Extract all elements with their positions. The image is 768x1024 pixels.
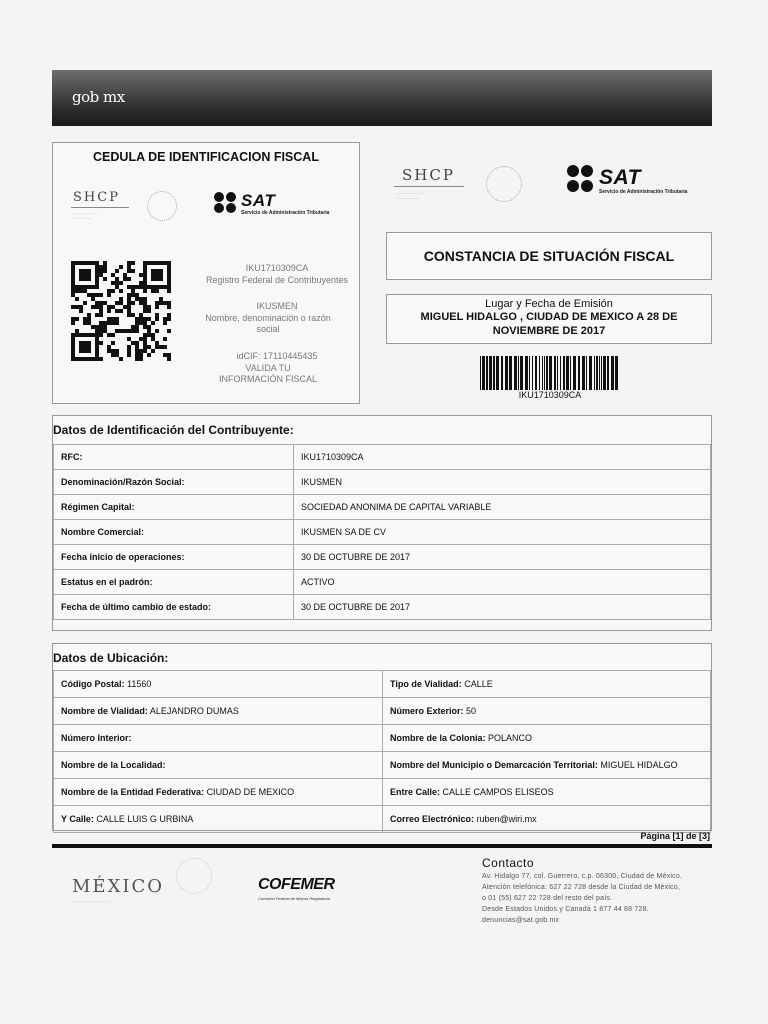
ubicacion-value: MIGUEL HIDALGO <box>600 760 678 770</box>
sat-dots-icon-right <box>566 164 596 194</box>
ubicacion-cell <box>54 725 383 752</box>
barcode <box>480 356 620 390</box>
identificacion-row <box>54 545 711 570</box>
identificacion-label: Fecha de último cambio de estado: <box>54 595 294 620</box>
ubicacion-label: Nombre de la Entidad Federativa: <box>61 787 205 797</box>
mexico-logo: MÉXICO <box>72 876 165 897</box>
identificacion-value: 30 DE OCTUBRE DE 2017 <box>294 545 711 570</box>
identificacion-value: IKU1710309CA <box>294 445 711 470</box>
constancia-title-box <box>386 232 712 280</box>
shcp-logo: SHCP <box>73 190 120 205</box>
contacto-title: Contacto <box>482 856 535 870</box>
mexico-seal-icon-footer <box>176 858 212 894</box>
ubicacion-label: Número Interior: <box>61 733 132 743</box>
ubicacion-label: Nombre de la Localidad: <box>61 760 166 770</box>
emision-box <box>386 294 712 344</box>
ubicacion-label: Nombre de la Colonia: <box>390 733 486 743</box>
identificacion-row <box>54 445 711 470</box>
identificacion-row <box>54 520 711 545</box>
ubicacion-cell <box>54 752 383 779</box>
identificacion-section <box>52 415 712 631</box>
identificacion-label: Denominación/Razón Social: <box>54 470 294 495</box>
sat-wordmark-right: SAT <box>599 166 641 189</box>
ubicacion-row <box>54 671 711 698</box>
mexico-seal-icon-right <box>486 166 522 202</box>
shcp-divider-right <box>394 186 464 187</box>
ubicacion-label: Nombre de Vialidad: <box>61 706 148 716</box>
ubicacion-table <box>53 670 711 833</box>
ubicacion-value: 50 <box>466 706 477 716</box>
mexico-seal-icon <box>147 191 177 221</box>
ubicacion-cell <box>54 806 383 833</box>
identificacion-label: Fecha inicio de operaciones: <box>54 545 294 570</box>
identificacion-value: IKUSMEN <box>294 470 711 495</box>
ubicacion-label: Y Calle: <box>61 814 94 824</box>
ubicacion-title: Datos de Ubicación: <box>53 651 169 665</box>
ubicacion-cell <box>54 779 383 806</box>
cedula-rfc: IKU1710309CA <box>245 263 309 273</box>
ubicacion-value: ALEJANDRO DUMAS <box>149 706 239 716</box>
sat-wordmark: SAT <box>241 191 276 210</box>
ubicacion-row <box>54 806 711 833</box>
identificacion-label: Nombre Comercial: <box>54 520 294 545</box>
contact-lines <box>482 871 712 926</box>
identificacion-label: Estatus en el padrón: <box>54 570 294 595</box>
identificacion-value: SOCIEDAD ANONIMA DE CAPITAL VARIABLE <box>294 495 711 520</box>
ubicacion-row <box>54 698 711 725</box>
shcp-subtext: ........................ ................... <box>71 210 98 220</box>
sat-logo-right <box>566 164 716 198</box>
ubicacion-cell <box>383 806 711 833</box>
ubicacion-label: Correo Electrónico: <box>390 814 475 824</box>
ubicacion-label: Entre Calle: <box>390 787 441 797</box>
sat-subtitle: Servicio de Administración Tributaria <box>241 210 330 216</box>
contact-email-link[interactable]: denuncias@sat.gob.mx <box>482 917 560 924</box>
sat-subtitle-right: Servicio de Administración Tributaria <box>599 189 688 195</box>
page-indicator: Página [1] de [3] <box>640 831 710 841</box>
ubicacion-cell <box>383 725 711 752</box>
identificacion-value: IKUSMEN SA DE CV <box>294 520 711 545</box>
contact-line: Desde Estados Unidos y Canadá 1 877 44 88 728. <box>482 906 649 913</box>
ubicacion-cell <box>383 698 711 725</box>
ubicacion-row <box>54 752 711 779</box>
ubicacion-cell <box>383 752 711 779</box>
emision-label: Lugar y Fecha de Emisión <box>485 298 613 310</box>
ubicacion-cell <box>54 698 383 725</box>
ubicacion-value: 11560 <box>127 679 152 689</box>
ubicacion-row <box>54 779 711 806</box>
identificacion-row <box>54 470 711 495</box>
gobmx-header-bar <box>52 70 712 126</box>
shcp-subtext-right: .......................... ..................... <box>396 190 425 200</box>
cofemer-logo: COFEMER <box>258 876 335 893</box>
mexico-logo-subtext: .................................. <box>72 898 110 903</box>
ubicacion-value: ruben@wiri.mx <box>476 814 537 824</box>
ubicacion-cell <box>54 671 383 698</box>
ubicacion-cell <box>383 671 711 698</box>
cedula-idcif: idCIF: 17110445435 <box>236 351 318 361</box>
cofemer-subtitle: Comisión Federal de Mejora Regulatoria <box>258 896 330 901</box>
ubicacion-label: Nombre del Municipio o Demarcación Territorial: <box>390 760 598 770</box>
contact-line: Av. Hidalgo 77, col. Guerrero, c.p. 06300, Ciudad de México. <box>482 873 683 880</box>
cedula-name-caption: Nombre, denominación o razón social <box>205 313 331 334</box>
cedula-title: CEDULA DE IDENTIFICACION FISCAL <box>93 150 319 164</box>
contact-line: o 01 (55) 627 22 728 del resto del país. <box>482 895 613 902</box>
cedula-box <box>52 142 360 404</box>
cedula-name: IKUSMEN <box>256 301 298 311</box>
ubicacion-label: Tipo de Vialidad: <box>390 679 462 689</box>
identificacion-label: Régimen Capital: <box>54 495 294 520</box>
shcp-divider <box>71 207 129 208</box>
identificacion-row <box>54 570 711 595</box>
identificacion-label: RFC: <box>54 445 294 470</box>
sat-dots-icon <box>213 191 239 213</box>
identificacion-value: ACTIVO <box>294 570 711 595</box>
ubicacion-label: Código Postal: <box>61 679 125 689</box>
identificacion-title: Datos de Identificación del Contribuyente: <box>53 423 294 437</box>
constancia-title: CONSTANCIA DE SITUACIÓN FISCAL <box>423 248 675 264</box>
ubicacion-value: POLANCO <box>488 733 533 743</box>
emision-value: MIGUEL HIDALGO , CIUDAD DE MEXICO A 28 DE NOVIEMBRE DE 2017 <box>420 311 678 337</box>
ubicacion-value: CALLE CAMPOS ELISEOS <box>442 787 554 797</box>
qr-code[interactable] <box>71 261 171 361</box>
ubicacion-value: CALLE LUIS G URBINA <box>96 814 194 824</box>
identificacion-value: 30 DE OCTUBRE DE 2017 <box>294 595 711 620</box>
ubicacion-label: Número Exterior: <box>390 706 464 716</box>
ubicacion-row <box>54 725 711 752</box>
sat-logo <box>213 189 353 219</box>
shcp-logo-right: SHCP <box>402 166 455 184</box>
ubicacion-section <box>52 643 712 831</box>
identificacion-table <box>53 444 711 620</box>
identificacion-row <box>54 595 711 620</box>
contact-line: Atención telefónica: 627 22 728 desde la Ciudad de México, <box>482 884 681 891</box>
barcode-text: IKU1710309CA <box>518 390 582 400</box>
identificacion-row <box>54 495 711 520</box>
ubicacion-value: CIUDAD DE MEXICO <box>206 787 295 797</box>
ubicacion-cell <box>383 779 711 806</box>
cedula-rfc-caption: Registro Federal de Contribuyentes <box>205 275 349 285</box>
ubicacion-value: CALLE <box>464 679 493 689</box>
gobmx-logo[interactable]: gob mx <box>72 88 125 106</box>
valida-link[interactable]: VALIDA TU INFORMACIÓN FISCAL <box>218 363 317 384</box>
footer-rule <box>52 844 712 848</box>
